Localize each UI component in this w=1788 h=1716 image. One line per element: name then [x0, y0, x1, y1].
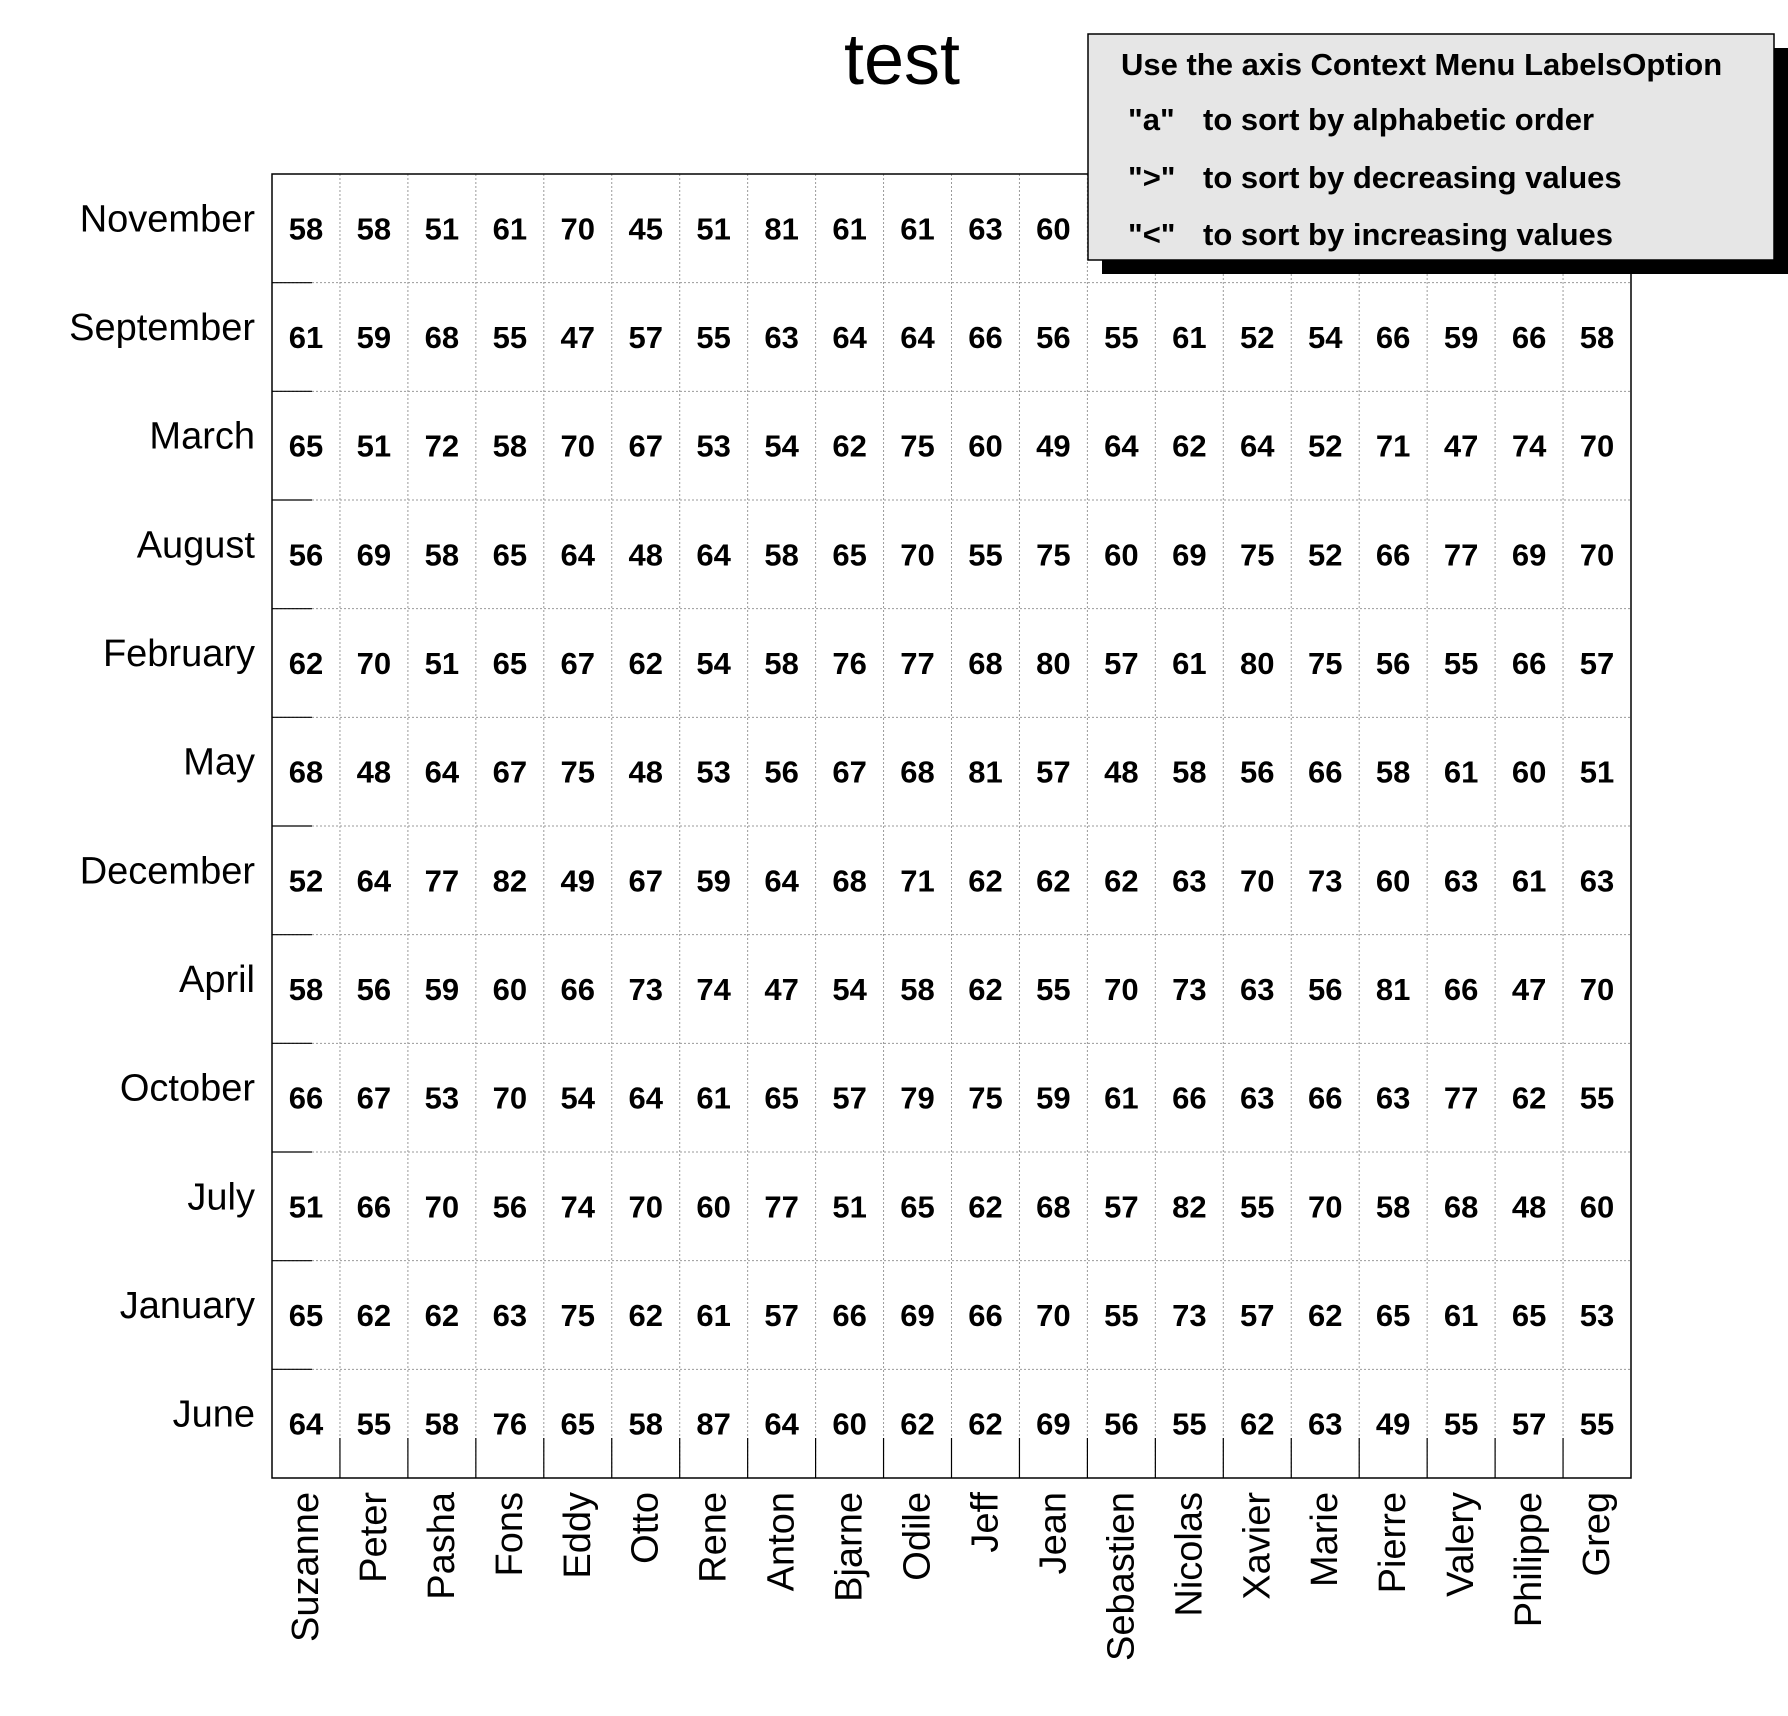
- table-cell-value: 61: [1172, 320, 1207, 355]
- table-cell-value: 64: [832, 320, 867, 355]
- table-cell-value: 79: [900, 1080, 935, 1116]
- table-cell-value: 63: [1172, 863, 1207, 899]
- legend-text-decreasing: to sort by decreasing values: [1203, 160, 1622, 195]
- row-label: June: [172, 1393, 255, 1436]
- table-cell-value: 48: [356, 754, 392, 790]
- table-cell-value: 69: [900, 1298, 935, 1333]
- table-cell-value: 73: [1172, 972, 1207, 1007]
- chart-title: test: [843, 20, 961, 100]
- row-label: April: [178, 959, 255, 1001]
- table-cell-value: 70: [628, 1189, 663, 1225]
- legend-heading: Use the axis Context Menu LabelsOption: [1121, 47, 1723, 82]
- table-cell-value: 62: [832, 428, 867, 464]
- table-cell-value: 70: [1036, 1298, 1071, 1333]
- table-cell-value: 77: [1443, 537, 1479, 573]
- table-cell-value: 58: [764, 646, 799, 681]
- table-cell-value: 63: [1240, 1080, 1275, 1116]
- table-cell-value: 75: [1307, 646, 1343, 681]
- table-cell-value: 66: [1511, 646, 1547, 681]
- table-cell-value: 63: [1375, 1080, 1411, 1116]
- table-cell-value: 61: [900, 211, 935, 247]
- column-label: Odile: [896, 1492, 939, 1581]
- table-cell-value: 66: [288, 1080, 324, 1116]
- table-cell-value: 62: [288, 646, 324, 681]
- table-cell-value: 58: [424, 537, 460, 573]
- table-cell-value: 64: [764, 863, 799, 899]
- table-cell-value: 54: [764, 428, 799, 464]
- legend-key-increasing: "<": [1128, 217, 1176, 252]
- column-label: Bjarne: [828, 1492, 871, 1602]
- table-cell-value: 60: [1511, 754, 1547, 790]
- table-grid: [272, 174, 1631, 1478]
- column-label: Marie: [1304, 1492, 1347, 1588]
- table-cell-value: 61: [696, 1298, 731, 1333]
- table-cell-value: 58: [1172, 754, 1207, 790]
- table-cell-value: 65: [492, 646, 528, 681]
- table-cell-value: 55: [492, 320, 528, 355]
- table-cell-value: 58: [628, 1406, 663, 1442]
- table-cell-value: 57: [832, 1080, 867, 1116]
- table-cell-value: 51: [288, 1189, 324, 1225]
- table-cell-value: 51: [1579, 754, 1615, 790]
- table-cell-value: 56: [764, 754, 799, 790]
- table-cell-value: 68: [1443, 1189, 1479, 1225]
- table-cell-value: 66: [1375, 537, 1411, 573]
- table-cell-value: 51: [356, 428, 392, 464]
- column-label: Greg: [1576, 1492, 1619, 1577]
- table-cell-value: 48: [628, 537, 663, 573]
- table-cell-value: 62: [968, 1189, 1003, 1225]
- table-cell-value: 51: [696, 211, 731, 247]
- column-label: Fons: [488, 1492, 531, 1577]
- table-cell-value: 62: [424, 1298, 460, 1333]
- table-cell-value: 53: [696, 754, 731, 790]
- table-cell-value: 55: [968, 537, 1003, 573]
- table-cell-value: 64: [1240, 428, 1275, 464]
- table-cell-value: 57: [1036, 754, 1071, 790]
- row-labels: [69, 198, 255, 1435]
- table-cell-value: 69: [1172, 537, 1207, 573]
- table-cell-value: 70: [1307, 1189, 1343, 1225]
- table-cell-value: 67: [560, 646, 596, 681]
- table-cell-value: 54: [1307, 320, 1343, 355]
- table-cell-value: 59: [1036, 1080, 1071, 1116]
- table-cell-value: 82: [492, 863, 528, 899]
- table-cell-value: 67: [832, 754, 867, 790]
- table-cell-value: 63: [968, 211, 1003, 247]
- table-cell-value: 62: [968, 863, 1003, 899]
- table-cell-value: 62: [1172, 428, 1207, 464]
- table-cell-value: 48: [1104, 754, 1139, 790]
- table-cell-value: 65: [1511, 1298, 1547, 1333]
- table-cell-value: 62: [900, 1406, 935, 1442]
- table-cell-value: 70: [492, 1080, 528, 1116]
- table-cell-value: 58: [288, 972, 324, 1007]
- table-cell-value: 47: [560, 320, 596, 355]
- table-cell-value: 63: [1443, 863, 1479, 899]
- column-label: Jean: [1032, 1492, 1075, 1575]
- table-cell-value: 65: [1375, 1298, 1411, 1333]
- table-cell-value: 58: [424, 1406, 460, 1442]
- table-cell-value: 63: [1579, 863, 1615, 899]
- table-cell-value: 66: [1172, 1080, 1207, 1116]
- table-cell-value: 73: [1172, 1298, 1207, 1333]
- table-cell-value: 55: [1104, 320, 1139, 355]
- row-label: November: [79, 198, 255, 241]
- table-cell-value: 64: [900, 320, 935, 355]
- table-cell-value: 62: [1307, 1298, 1343, 1333]
- table-cell-value: 61: [1172, 646, 1207, 681]
- table-cell-value: 58: [492, 428, 528, 464]
- table-cell-value: 63: [492, 1298, 528, 1333]
- table-cell-value: 64: [356, 863, 392, 899]
- table-cell-value: 56: [356, 972, 392, 1007]
- table-cell-value: 61: [1443, 1298, 1479, 1333]
- table-cell-value: 62: [628, 1298, 663, 1333]
- table-cell-value: 66: [1511, 320, 1547, 355]
- column-label: Suzanne: [284, 1492, 327, 1643]
- table-cell-value: 67: [628, 428, 663, 464]
- table-cell-value: 45: [628, 211, 663, 247]
- column-label: Sebastien: [1100, 1492, 1143, 1662]
- table-cell-value: 69: [1036, 1406, 1071, 1442]
- table-cell-value: 74: [1511, 428, 1547, 464]
- row-label: December: [79, 850, 255, 893]
- table-cell-value: 75: [900, 428, 935, 464]
- column-label: Peter: [352, 1492, 395, 1583]
- column-label: Jeff: [964, 1492, 1007, 1553]
- table-cell-value: 55: [1104, 1298, 1139, 1333]
- table-cell-value: 55: [356, 1406, 392, 1442]
- table-cell-value: 60: [968, 428, 1003, 464]
- table-cell-value: 61: [492, 211, 528, 247]
- table-cell-value: 59: [356, 320, 392, 355]
- table-cell-value: 47: [1443, 428, 1479, 464]
- table-cell-value: 70: [1579, 972, 1615, 1007]
- table-cell-value: 66: [968, 320, 1003, 355]
- table-cell-value: 68: [1036, 1189, 1071, 1225]
- table-cell-value: 54: [832, 972, 867, 1007]
- table-cell-value: 61: [696, 1080, 731, 1116]
- table-cell-value: 55: [1036, 972, 1071, 1007]
- column-label: Nicolas: [1168, 1492, 1211, 1617]
- table-cell-value: 81: [968, 754, 1003, 790]
- table-cell-value: 70: [356, 646, 392, 681]
- table-cell-value: 52: [1307, 428, 1343, 464]
- table-cell-value: 56: [492, 1189, 528, 1225]
- table-cell-value: 48: [1511, 1189, 1547, 1225]
- table-cell-value: 71: [900, 863, 935, 899]
- sort-help-legend: [1088, 34, 1788, 274]
- table-cell-value: 63: [764, 320, 799, 355]
- table-cell-value: 62: [968, 1406, 1003, 1442]
- table-cell-value: 75: [968, 1080, 1003, 1116]
- table-cell-value: 68: [832, 863, 867, 899]
- table-cell-value: 62: [968, 972, 1003, 1007]
- table-cell-value: 68: [424, 320, 460, 355]
- table-cell-value: 63: [1240, 972, 1275, 1007]
- table-cell-value: 51: [424, 646, 460, 681]
- legend-text-increasing: to sort by increasing values: [1203, 217, 1614, 252]
- row-label: July: [187, 1176, 255, 1219]
- table-cell-value: 60: [1036, 211, 1071, 247]
- table-cell-value: 54: [560, 1080, 596, 1116]
- table-cell-value: 57: [1511, 1406, 1547, 1442]
- table-cell-value: 70: [560, 211, 596, 247]
- table-cell-value: 73: [628, 972, 663, 1007]
- table-cell-value: 87: [696, 1406, 731, 1442]
- table-cell-value: 81: [1375, 972, 1411, 1007]
- table-cell-value: 51: [832, 1189, 867, 1225]
- table-cell-value: 74: [696, 972, 731, 1007]
- table-cell-value: 67: [356, 1080, 392, 1116]
- table-cell-value: 58: [1375, 1189, 1411, 1225]
- table-cell-value: 64: [764, 1406, 799, 1442]
- table-cell-value: 62: [356, 1298, 392, 1333]
- table-cell-value: 64: [696, 537, 731, 573]
- table-cell-value: 62: [1036, 863, 1071, 899]
- table-cell-value: 76: [492, 1406, 528, 1442]
- table-cell-value: 54: [696, 646, 731, 681]
- column-label: Valery: [1440, 1492, 1483, 1597]
- table-cell-value: 63: [1307, 1406, 1343, 1442]
- table-cell-value: 48: [628, 754, 663, 790]
- column-label: Otto: [624, 1492, 667, 1564]
- table-cell-value: 52: [1240, 320, 1275, 355]
- table-cell-value: 77: [1443, 1080, 1479, 1116]
- table-cell-value: 67: [492, 754, 528, 790]
- table-cell-value: 61: [1104, 1080, 1139, 1116]
- table-cell-value: 51: [424, 211, 460, 247]
- column-label: Anton: [760, 1492, 803, 1592]
- table-cell-value: 74: [560, 1189, 596, 1225]
- table-cell-value: 58: [288, 211, 324, 247]
- table-cell-value: 52: [288, 863, 324, 899]
- table-cell-value: 64: [628, 1080, 663, 1116]
- table-cell-value: 80: [1240, 646, 1275, 681]
- column-label: Philippe: [1508, 1492, 1551, 1628]
- row-label: August: [136, 524, 255, 567]
- row-label: January: [119, 1285, 255, 1327]
- table-cell-value: 64: [560, 537, 596, 573]
- table-cell-value: 64: [1104, 428, 1139, 464]
- table-cell-value: 65: [288, 428, 324, 464]
- table-cell-value: 70: [560, 428, 596, 464]
- table-cell-value: 64: [424, 754, 460, 790]
- column-labels: [285, 1491, 1618, 1661]
- table-cell-value: 64: [288, 1406, 324, 1442]
- table-cell-value: 49: [1375, 1406, 1411, 1442]
- table-cell-value: 47: [764, 972, 799, 1007]
- table-cell-value: 61: [288, 320, 324, 355]
- table-cell-value: 56: [1240, 754, 1275, 790]
- table-cell-value: 69: [1511, 537, 1547, 573]
- table-cell-value: 61: [1443, 754, 1479, 790]
- table-cell-value: 70: [900, 537, 935, 573]
- table-cell-value: 55: [1172, 1406, 1207, 1442]
- table-cell-value: 61: [832, 211, 867, 247]
- table-cell-value: 49: [560, 863, 596, 899]
- table-cell-value: 57: [764, 1298, 799, 1333]
- table-cell-value: 56: [1375, 646, 1411, 681]
- table-cell-value: 66: [1307, 754, 1343, 790]
- table-cell-value: 66: [560, 972, 596, 1007]
- table-cell-value: 65: [560, 1406, 596, 1442]
- table-cell-value: 72: [424, 428, 460, 464]
- table-cell-value: 52: [1307, 537, 1343, 573]
- table-cell-value: 70: [1104, 972, 1139, 1007]
- table-cell-value: 65: [288, 1298, 324, 1333]
- table-cell-value: 68: [968, 646, 1003, 681]
- table-cell-value: 57: [1104, 646, 1139, 681]
- table-cell-value: 59: [1443, 320, 1479, 355]
- table-cell-value: 73: [1307, 863, 1343, 899]
- table-cell-value: 68: [900, 754, 935, 790]
- table-cell-value: 58: [1375, 754, 1411, 790]
- table-cell-value: 55: [1240, 1189, 1275, 1225]
- table-cell-value: 66: [356, 1189, 392, 1225]
- row-label: October: [119, 1067, 255, 1110]
- table-cell-value: 60: [1375, 863, 1411, 899]
- table-cell-value: 53: [1579, 1298, 1615, 1333]
- table-cell-value: 56: [288, 537, 324, 573]
- table-cell-value: 55: [1579, 1080, 1615, 1116]
- table-cell-value: 66: [968, 1298, 1003, 1333]
- row-label: September: [69, 307, 255, 349]
- table-cell-value: 57: [1579, 646, 1615, 681]
- table-cell-value: 55: [696, 320, 731, 355]
- table-cell-value: 81: [764, 211, 799, 247]
- table-cell-value: 66: [1307, 1080, 1343, 1116]
- table-cell-value: 59: [696, 863, 731, 899]
- table-cell-value: 70: [1579, 428, 1615, 464]
- table-cell-value: 62: [1240, 1406, 1275, 1442]
- table-cell-value: 56: [1036, 320, 1071, 355]
- table-cell-value: 66: [1443, 972, 1479, 1007]
- table-cell-value: 49: [1036, 428, 1071, 464]
- column-label: Pasha: [420, 1492, 463, 1600]
- table-cell-value: 62: [1104, 863, 1139, 899]
- table-cell-value: 65: [764, 1080, 799, 1116]
- table-cell-value: 60: [1579, 1189, 1615, 1225]
- table-cell-value: 76: [832, 646, 867, 681]
- column-label: Pierre: [1372, 1492, 1415, 1594]
- table-cell-value: 55: [1579, 1406, 1615, 1442]
- legend-key-decreasing: ">": [1128, 160, 1176, 195]
- table-cell-value: 47: [1511, 972, 1547, 1007]
- row-label: May: [183, 741, 255, 784]
- column-label: Rene: [692, 1492, 735, 1583]
- table-cell-value: 65: [900, 1189, 935, 1225]
- table-cell-value: 67: [628, 863, 663, 899]
- row-label: February: [102, 633, 255, 675]
- table-cell-value: 60: [696, 1189, 731, 1225]
- table-cell-value: 55: [1443, 1406, 1479, 1442]
- table-cell-value: 60: [1104, 537, 1139, 573]
- column-label: Xavier: [1236, 1492, 1279, 1600]
- table-cell-value: 58: [764, 537, 799, 573]
- table-cell-value: 57: [1240, 1298, 1275, 1333]
- table-cell-value: 57: [1104, 1189, 1139, 1225]
- table-cell-value: 69: [356, 537, 392, 573]
- table-cell-value: 80: [1036, 646, 1071, 681]
- table-cell-value: 58: [900, 972, 935, 1007]
- table-cell-value: 75: [560, 754, 596, 790]
- table-cell-value: 56: [1104, 1406, 1139, 1442]
- table-cell-value: 71: [1375, 428, 1411, 464]
- table-cell-value: 58: [356, 211, 392, 247]
- table-cell-value: 55: [1443, 646, 1479, 681]
- table-cell-value: 58: [1579, 320, 1615, 355]
- table-cell-value: 77: [764, 1189, 799, 1225]
- column-label: Eddy: [556, 1492, 599, 1579]
- table-cell-value: 65: [492, 537, 528, 573]
- legend-text-alpha: to sort by alphabetic order: [1203, 102, 1595, 137]
- table-cell-value: 77: [900, 646, 935, 681]
- table-cell-value: 57: [628, 320, 663, 355]
- table-cell-value: 53: [424, 1080, 460, 1116]
- table-cell-value: 66: [832, 1298, 867, 1333]
- table-cell-value: 62: [628, 646, 663, 681]
- table-cell-value: 60: [492, 972, 528, 1007]
- table-cell-value: 70: [1240, 863, 1275, 899]
- row-label: March: [149, 415, 255, 458]
- table-cell-value: 75: [1036, 537, 1071, 573]
- table-cell-value: 77: [424, 863, 460, 899]
- table-cell-value: 70: [424, 1189, 460, 1225]
- table-cell-value: 61: [1511, 863, 1547, 899]
- table-cell-value: 68: [288, 754, 324, 790]
- table-cell-value: 82: [1172, 1189, 1207, 1225]
- table-cell-value: 59: [424, 972, 460, 1007]
- table-cell-value: 70: [1579, 537, 1615, 573]
- table-cell-value: 60: [832, 1406, 867, 1442]
- table-cell-value: 75: [560, 1298, 596, 1333]
- table-cell-value: 53: [696, 428, 731, 464]
- table-cell-value: 66: [1375, 320, 1411, 355]
- table-cell-value: 56: [1307, 972, 1343, 1007]
- table-cell-value: 75: [1240, 537, 1275, 573]
- table-cell-value: 62: [1511, 1080, 1547, 1116]
- legend-key-alpha: "a": [1128, 102, 1175, 137]
- table-cell-value: 65: [832, 537, 867, 573]
